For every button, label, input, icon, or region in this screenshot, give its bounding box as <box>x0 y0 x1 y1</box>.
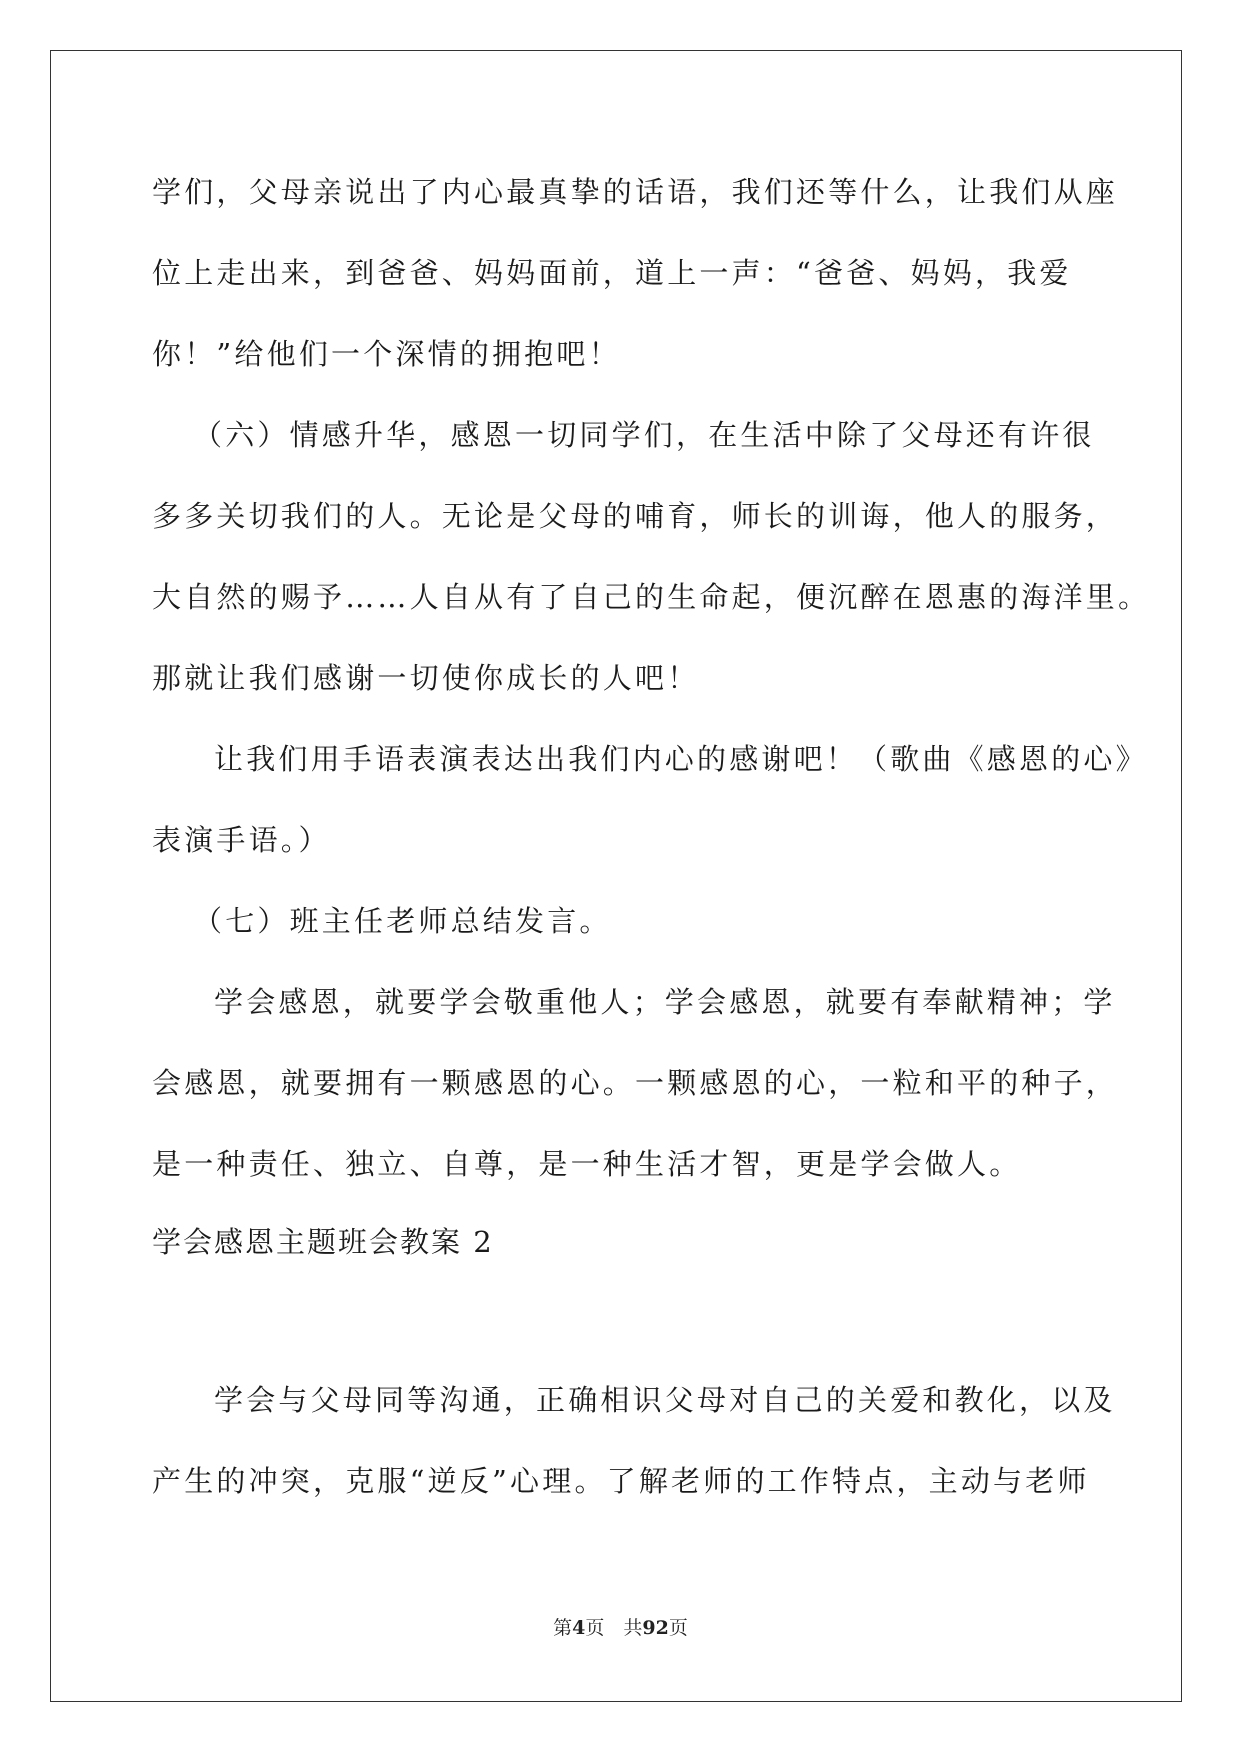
page-footer <box>0 1616 1241 1640</box>
text-line: 位上走出来，到爸爸、妈妈面前，道上一声：“爸爸、妈妈，我爱 <box>152 256 1072 290</box>
text-line: 让我们用手语表演表达出我们内心的感谢吧！（歌曲《感恩的心》 <box>214 742 1148 776</box>
text-line: 学们，父母亲说出了内心最真挚的话语，我们还等什么，让我们从座 <box>152 175 1119 209</box>
text-line: 那就让我们感谢一切使你成长的人吧！ <box>152 661 700 695</box>
text-line: 多多关切我们的人。无论是父母的哺育，师长的训诲，他人的服务， <box>152 499 1119 533</box>
text-line: 学会感恩，就要学会敬重他人；学会感恩，就要有奉献精神；学 <box>214 985 1116 1019</box>
text-line: 大自然的赐予……人自从有了自己的生命起，便沉醉在恩惠的海洋里。 <box>152 580 1151 614</box>
text-line: 你！”给他们一个深情的拥抱吧！ <box>152 337 621 371</box>
current-page-number: 4 <box>572 1617 586 1639</box>
text-line: （七）班主任老师总结发言。 <box>193 904 612 938</box>
text-line: 是一种责任、独立、自尊，是一种生活才智，更是学会做人。 <box>152 1147 1022 1181</box>
footer-prefix: 第 <box>553 1617 573 1639</box>
text-line: 表演手语。） <box>152 823 331 857</box>
footer-suffix: 页 <box>668 1617 688 1639</box>
total-page-count: 92 <box>642 1617 669 1639</box>
page-border <box>50 50 1182 1702</box>
footer-middle: 页 共 <box>585 1617 643 1639</box>
text-line: 产生的冲突，克服“逆反”心理。了解老师的工作特点，主动与老师 <box>152 1464 1090 1498</box>
section-heading: 学会感恩主题班会教案 2 <box>152 1225 494 1259</box>
text-line: 会感恩，就要拥有一颗感恩的心。一颗感恩的心，一粒和平的种子， <box>152 1066 1119 1100</box>
text-line: 学会与父母同等沟通，正确相识父母对自己的关爱和教化，以及 <box>214 1383 1116 1417</box>
text-line: （六）情感升华，感恩一切同学们，在生活中除了父母还有许很 <box>193 418 1095 452</box>
